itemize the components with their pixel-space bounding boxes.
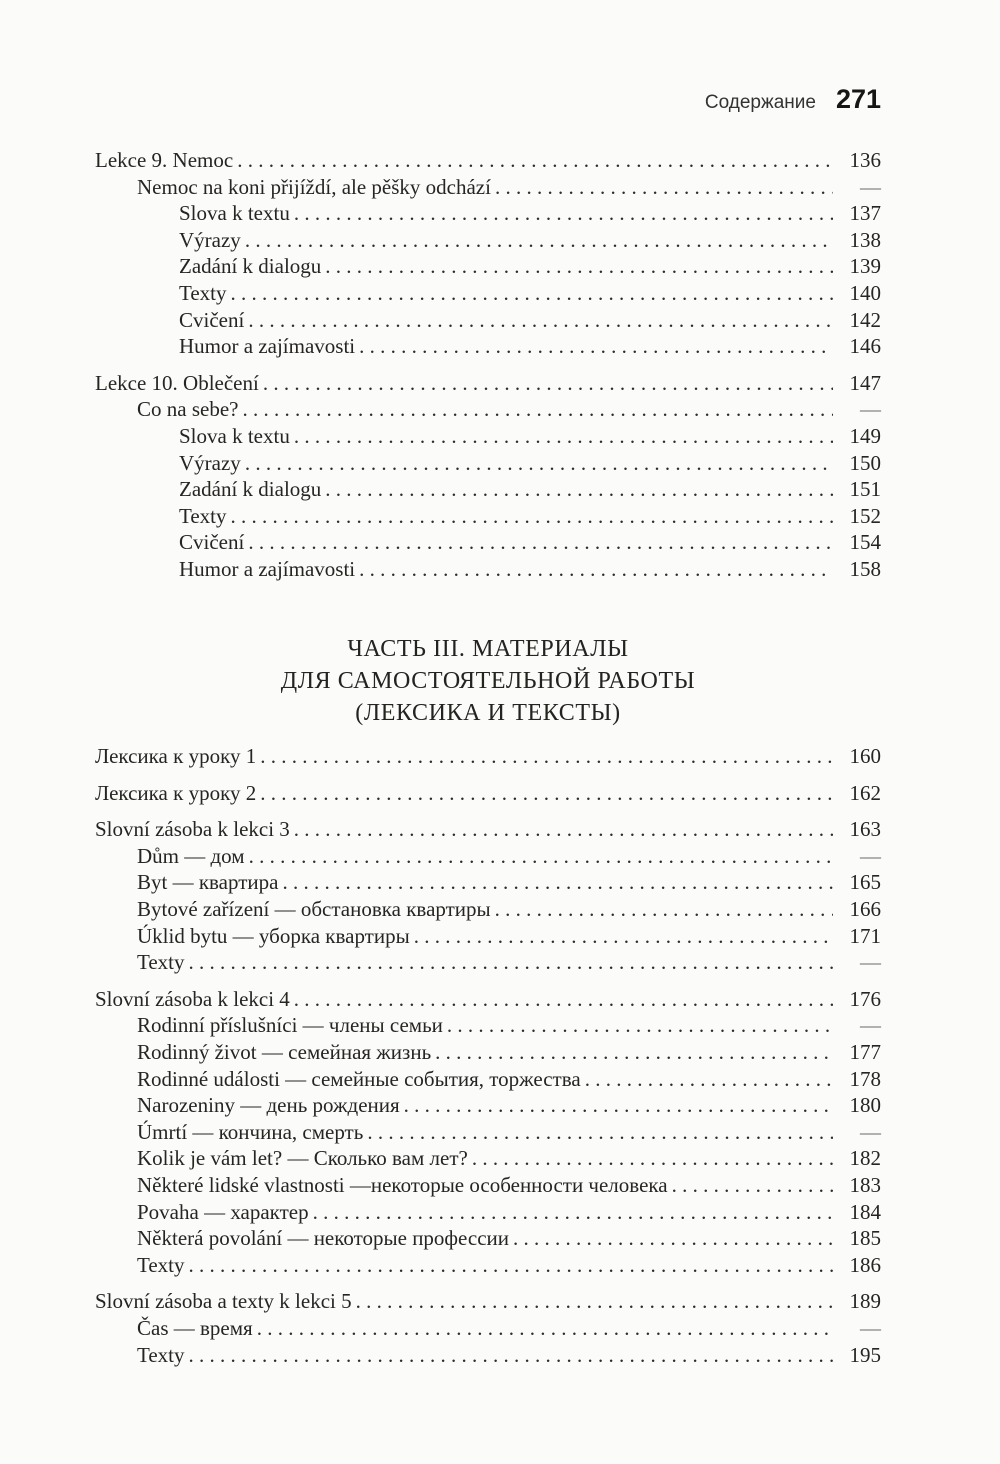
toc-entry: [95, 227, 881, 254]
toc-entry-label: Slova k textu: [179, 201, 290, 226]
table-of-contents: [95, 147, 881, 1378]
toc-entry: [95, 370, 881, 397]
dot-leader: [435, 1039, 833, 1066]
dot-leader: [359, 333, 833, 360]
toc-entry-label: Nemoc na koni přijíždí, ale pěšky odchází: [137, 174, 491, 199]
toc-entry-label: Co na sebe?: [137, 397, 239, 422]
toc-entry: [95, 816, 881, 843]
dot-leader: [414, 923, 833, 950]
toc-entry-label: Humor a zajímavosti: [179, 334, 356, 359]
dot-leader: [495, 174, 833, 201]
dot-leader: [325, 476, 833, 503]
toc-entry-label: Humor a zajímavosti: [179, 556, 356, 581]
toc-entry-page: 150: [849, 450, 881, 475]
toc-entry-label: Texty: [137, 1342, 185, 1367]
toc-entry: [95, 174, 881, 201]
toc-entry-page: 151: [849, 477, 881, 502]
toc-entry: [95, 1315, 881, 1342]
dot-leader: [672, 1172, 833, 1199]
toc-entry-page: 176: [849, 986, 881, 1011]
running-title: Содержание: [704, 92, 816, 113]
toc-entry-label: Rodinné události — семейные события, торжества: [137, 1066, 581, 1091]
toc-entry: [95, 1119, 881, 1146]
dot-leader: [513, 1225, 833, 1252]
dot-leader: [404, 1092, 833, 1119]
dot-leader: [245, 227, 833, 254]
toc-entry: [95, 1199, 881, 1226]
running-header: [705, 84, 881, 115]
toc-entry-page: —: [860, 397, 881, 422]
toc-entry: [95, 147, 881, 174]
toc-entry: [95, 1012, 881, 1039]
toc-entry-page: 180: [849, 1093, 881, 1118]
toc-entry-label: Texty: [179, 280, 227, 305]
toc-entry-label: Některé lidské vlastnosti —некоторые особенности человека: [137, 1173, 668, 1198]
toc-entry: [95, 923, 881, 950]
toc-entry-label: Cvičení: [179, 530, 245, 555]
toc-entry-page: 158: [849, 556, 881, 581]
toc-entry: [95, 1288, 881, 1315]
toc-entry-label: Лексика к уроку 1: [95, 744, 257, 769]
toc-entry: [95, 333, 881, 360]
dot-leader: [231, 503, 833, 530]
dot-leader: [313, 1199, 833, 1226]
toc-entry-page: 186: [849, 1252, 881, 1277]
toc-entry: [95, 476, 881, 503]
dot-leader: [585, 1066, 833, 1093]
toc-entry: [95, 843, 881, 870]
toc-entry-label: Bytové zařízení — обстановка квартиры: [137, 897, 491, 922]
toc-block: [95, 780, 881, 807]
toc-entry: [95, 1039, 881, 1066]
toc-block: [95, 816, 881, 976]
toc-entry-label: Slovní zásoba a texty k lekci 5: [95, 1289, 352, 1314]
toc-entry-label: Úmrtí — кончина, смерть: [137, 1119, 364, 1144]
toc-entry-page: 146: [849, 334, 881, 359]
toc-entry-page: 189: [849, 1289, 881, 1314]
toc-entry: [95, 1342, 881, 1369]
dot-leader: [257, 1315, 833, 1342]
toc-entry-label: Výrazy: [179, 450, 241, 475]
dot-leader: [189, 1252, 833, 1279]
toc-block: [95, 147, 881, 360]
toc-entry-page: —: [860, 1315, 881, 1340]
toc-entry-page: 142: [849, 307, 881, 332]
toc-entry-label: Лексика к уроку 2: [95, 780, 257, 805]
toc-entry-label: Texty: [179, 503, 227, 528]
toc-block: [95, 743, 881, 770]
toc-entry-page: 139: [849, 254, 881, 279]
toc-entry: [95, 743, 881, 770]
toc-entry-page: 185: [849, 1226, 881, 1251]
toc-entry-page: 182: [849, 1146, 881, 1171]
toc-entry-page: 152: [849, 503, 881, 528]
toc-entry: [95, 556, 881, 583]
toc-entry-page: —: [860, 950, 881, 975]
toc-entry-label: Lekce 9. Nemoc: [95, 148, 234, 172]
toc-entry: [95, 1172, 881, 1199]
toc-block: [95, 1288, 881, 1368]
toc-entry-page: 166: [849, 897, 881, 922]
toc-entry-page: 165: [849, 870, 881, 895]
toc-entry: [95, 280, 881, 307]
dot-leader: [356, 1288, 833, 1315]
toc-entry-page: 184: [849, 1199, 881, 1224]
toc-entry: [95, 1225, 881, 1252]
toc-entry-label: Rodinní příslušníci — члены семьи: [137, 1013, 443, 1038]
toc-entry-label: Dům — дом: [137, 843, 245, 868]
toc-entry-page: 178: [849, 1066, 881, 1091]
toc-entry-label: Narozeniny — день рождения: [137, 1093, 400, 1118]
toc-entry-label: Čas — время: [137, 1315, 253, 1340]
dot-leader: [248, 307, 833, 334]
dot-leader: [245, 450, 833, 477]
toc-entry: [95, 986, 881, 1013]
toc-entry: [95, 529, 881, 556]
toc-entry-label: Některá povolání — некоторые профессии: [137, 1226, 510, 1251]
dot-leader: [260, 743, 833, 770]
toc-entry: [95, 423, 881, 450]
dot-leader: [495, 896, 833, 923]
toc-entry-label: Lekce 10. Oblečení: [95, 370, 259, 395]
toc-entry-label: Povaha — характер: [137, 1199, 309, 1224]
toc-entry-label: Výrazy: [179, 227, 241, 252]
toc-entry: [95, 1066, 881, 1093]
dot-leader: [294, 986, 833, 1013]
toc-entry-label: Zadání k dialogu: [179, 254, 322, 279]
toc-entry-label: Texty: [137, 950, 185, 975]
dot-leader: [260, 780, 833, 807]
dot-leader: [359, 556, 833, 583]
toc-entry: [95, 200, 881, 227]
dot-leader: [249, 843, 833, 870]
dot-leader: [447, 1012, 833, 1039]
dot-leader: [231, 280, 833, 307]
toc-entry: [95, 1252, 881, 1279]
toc-entry-page: —: [860, 174, 881, 199]
toc-entry-page: 138: [849, 227, 881, 252]
dot-leader: [248, 529, 833, 556]
toc-entry-label: Úklid bytu — уборка квартиры: [137, 923, 410, 948]
toc-entry-page: 149: [849, 423, 881, 448]
toc-entry: [95, 1145, 881, 1172]
toc-entry-label: Cvičení: [179, 307, 245, 332]
toc-entry: [95, 503, 881, 530]
toc-entry-label: Slovní zásoba k lekci 4: [95, 986, 290, 1011]
toc-entry: [95, 307, 881, 334]
toc-entry-label: Kolik je vám let? — Сколько вам лет?: [137, 1146, 468, 1171]
toc-entry-page: 140: [849, 280, 881, 305]
toc-entry-page: 136: [849, 148, 881, 172]
dot-leader: [282, 869, 833, 896]
toc-entry-label: Slovní zásoba k lekci 3: [95, 817, 290, 842]
dot-leader: [294, 423, 833, 450]
part-heading-line: ЧАСТЬ III. МАТЕРИАЛЫ: [347, 635, 629, 662]
page-number: 271: [835, 84, 881, 114]
dot-leader: [189, 949, 833, 976]
dot-leader: [325, 253, 833, 280]
toc-entry: [95, 896, 881, 923]
toc-entry-page: —: [860, 1013, 881, 1038]
toc-entry-page: —: [860, 843, 881, 868]
part-heading-line: ДЛЯ САМОСТОЯТЕЛЬНОЙ РАБОТЫ: [280, 667, 696, 694]
dot-leader: [294, 816, 833, 843]
toc-entry-label: Byt — квартира: [137, 870, 279, 895]
toc-entry: [95, 1092, 881, 1119]
dot-leader: [472, 1145, 833, 1172]
toc-entry-page: 195: [849, 1342, 881, 1367]
toc-entry-page: 177: [849, 1040, 881, 1065]
toc-entry: [95, 949, 881, 976]
toc-entry: [95, 780, 881, 807]
dot-leader: [294, 200, 833, 227]
dot-leader: [242, 396, 833, 423]
dot-leader: [367, 1119, 833, 1146]
toc-block: [95, 370, 881, 583]
toc-entry-label: Zadání k dialogu: [179, 477, 322, 502]
toc-block: [95, 986, 881, 1279]
toc-entry-page: 154: [849, 530, 881, 555]
dot-leader: [189, 1342, 833, 1369]
toc-entry-page: 160: [849, 744, 881, 769]
toc-entry-page: 183: [849, 1173, 881, 1198]
toc-entry-page: 171: [849, 923, 881, 948]
toc-entry: [95, 396, 881, 423]
dot-leader: [237, 147, 833, 174]
toc-entry-label: Rodinný život — семейная жизнь: [137, 1040, 432, 1065]
toc-entry-page: —: [860, 1119, 881, 1144]
part-heading: [95, 633, 881, 730]
toc-entry-page: 162: [849, 780, 881, 805]
toc-entry: [95, 253, 881, 280]
toc-entry: [95, 869, 881, 896]
toc-entry: [95, 450, 881, 477]
toc-entry-page: 137: [849, 201, 881, 226]
part-heading-line: (ЛЕКСИКА И ТЕКСТЫ): [355, 699, 621, 726]
toc-entry-label: Texty: [137, 1252, 185, 1277]
toc-entry-page: 147: [849, 370, 881, 395]
toc-entry-label: Slova k textu: [179, 423, 290, 448]
dot-leader: [263, 370, 833, 397]
toc-entry-page: 163: [849, 817, 881, 842]
